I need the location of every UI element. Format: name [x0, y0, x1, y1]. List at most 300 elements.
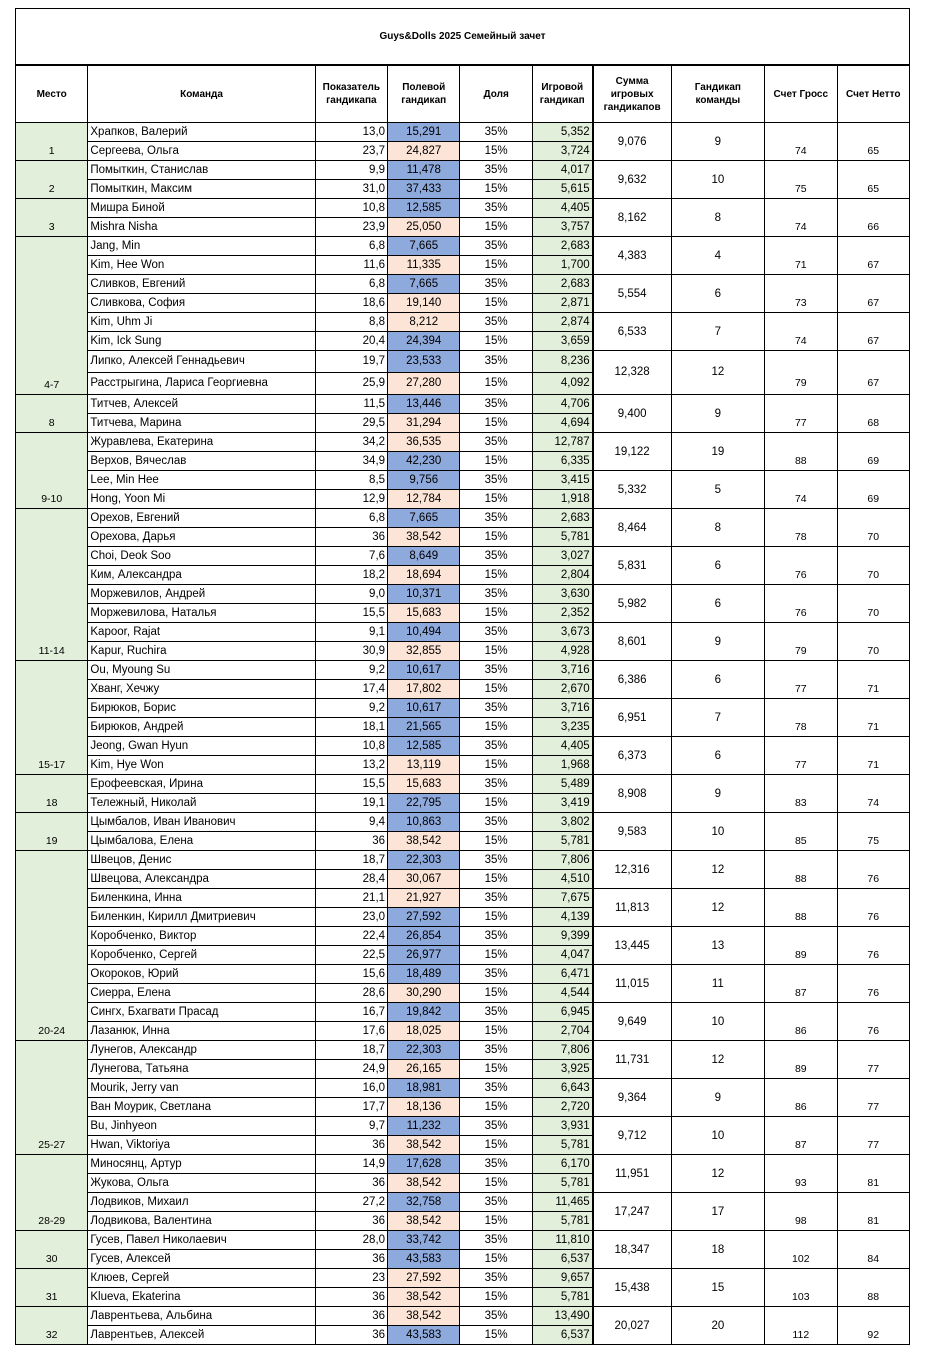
team-handicap: 11: [671, 965, 765, 1003]
field-handicap: 10,863: [388, 813, 460, 832]
playing-handicap: 7,806: [532, 1041, 592, 1060]
place-cell: 8: [16, 395, 88, 433]
team-handicap: 10: [671, 1117, 765, 1155]
net-score: 71: [837, 737, 910, 775]
share-percent: 15%: [460, 1022, 532, 1041]
field-handicap: 17,802: [388, 680, 460, 699]
playing-handicap: 12,787: [532, 433, 592, 452]
share-percent: 35%: [460, 1117, 532, 1136]
playing-handicap: 4,694: [532, 414, 592, 433]
playing-handicap: 2,683: [532, 237, 592, 256]
playing-handicap: 2,670: [532, 680, 592, 699]
share-percent: 35%: [460, 395, 532, 414]
share-percent: 15%: [460, 1136, 532, 1155]
team-handicap: 6: [671, 275, 765, 313]
player-name: Коробченко, Виктор: [88, 927, 315, 946]
handicap-index: 30,9: [315, 642, 387, 661]
handicap-index: 36: [315, 1250, 387, 1269]
playing-handicap: 2,804: [532, 566, 592, 585]
player-name: Сливков, Евгений: [88, 275, 315, 294]
sum-playing-handicaps: 11,951: [593, 1155, 671, 1193]
sum-playing-handicaps: 8,464: [593, 509, 671, 547]
handicap-index: 8,5: [315, 471, 387, 490]
share-percent: 15%: [460, 332, 532, 351]
field-handicap: 7,665: [388, 509, 460, 528]
sum-playing-handicaps: 9,632: [593, 161, 671, 199]
share-percent: 35%: [460, 547, 532, 566]
handicap-index: 23,0: [315, 908, 387, 927]
playing-handicap: 4,047: [532, 946, 592, 965]
field-handicap: 15,683: [388, 604, 460, 623]
share-percent: 35%: [460, 1269, 532, 1288]
handicap-index: 18,7: [315, 1041, 387, 1060]
gross-score: 74: [765, 199, 837, 237]
gross-score: 79: [765, 623, 837, 661]
table-row: [16, 927, 910, 946]
player-name: Kapoor, Rajat: [88, 623, 315, 642]
header-share: Доля: [460, 66, 532, 123]
share-percent: 15%: [460, 984, 532, 1003]
field-handicap: 12,784: [388, 490, 460, 509]
share-percent: 15%: [460, 180, 532, 199]
player-name: Hwan, Viktoriya: [88, 1136, 315, 1155]
header-net-score: Счет Нетто: [837, 66, 910, 123]
share-percent: 35%: [460, 737, 532, 756]
field-handicap: 38,542: [388, 1212, 460, 1231]
handicap-index: 23: [315, 1269, 387, 1288]
table-row: [16, 123, 910, 142]
handicap-index: 36: [315, 1136, 387, 1155]
playing-handicap: 3,757: [532, 218, 592, 237]
table-row: [16, 1307, 910, 1326]
player-name: Kim, Ick Sung: [88, 332, 315, 351]
table-row: [16, 813, 910, 832]
handicap-index: 24,9: [315, 1060, 387, 1079]
share-percent: 35%: [460, 433, 532, 452]
handicap-index: 23,9: [315, 218, 387, 237]
net-score: 77: [837, 1117, 910, 1155]
place-cell: 9-10: [16, 433, 88, 509]
field-handicap: 10,371: [388, 585, 460, 604]
field-handicap: 10,494: [388, 623, 460, 642]
share-percent: 35%: [460, 1193, 532, 1212]
sum-playing-handicaps: 17,247: [593, 1193, 671, 1231]
playing-handicap: 4,510: [532, 870, 592, 889]
playing-handicap: 2,352: [532, 604, 592, 623]
field-handicap: 37,433: [388, 180, 460, 199]
handicap-index: 36: [315, 1307, 387, 1326]
field-handicap: 26,977: [388, 946, 460, 965]
handicap-index: 27,2: [315, 1193, 387, 1212]
table-row: [16, 471, 910, 490]
field-handicap: 23,533: [388, 351, 460, 373]
playing-handicap: 3,235: [532, 718, 592, 737]
field-handicap: 15,683: [388, 775, 460, 794]
gross-score: 76: [765, 547, 837, 585]
net-score: 67: [837, 237, 910, 275]
table-row: [16, 775, 910, 794]
table-row: [16, 1117, 910, 1136]
gross-score: 98: [765, 1193, 837, 1231]
playing-handicap: 5,781: [532, 1212, 592, 1231]
player-name: Лодвикова, Валентина: [88, 1212, 315, 1231]
share-percent: 35%: [460, 1155, 532, 1174]
sum-playing-handicaps: 12,328: [593, 351, 671, 395]
handicap-index: 29,5: [315, 414, 387, 433]
team-handicap: 12: [671, 1155, 765, 1193]
net-score: 74: [837, 775, 910, 813]
field-handicap: 12,585: [388, 199, 460, 218]
gross-score: 112: [765, 1307, 837, 1345]
handicap-index: 17,6: [315, 1022, 387, 1041]
gross-score: 78: [765, 509, 837, 547]
team-handicap: 12: [671, 851, 765, 889]
playing-handicap: 6,643: [532, 1079, 592, 1098]
net-score: 88: [837, 1269, 910, 1307]
share-percent: 35%: [460, 851, 532, 870]
player-name: Жукова, Ольга: [88, 1174, 315, 1193]
handicap-index: 28,6: [315, 984, 387, 1003]
team-handicap: 9: [671, 1079, 765, 1117]
player-name: Kapur, Ruchira: [88, 642, 315, 661]
player-name: Сиерра, Елена: [88, 984, 315, 1003]
handicap-index: 13,0: [315, 123, 387, 142]
share-percent: 15%: [460, 1326, 532, 1345]
player-name: Mishra Nisha: [88, 218, 315, 237]
header-handicap-index: Показатель гандикапа: [315, 66, 387, 123]
player-name: Сливкова, София: [88, 294, 315, 313]
playing-handicap: 9,657: [532, 1269, 592, 1288]
player-name: Лунегова, Татьяна: [88, 1060, 315, 1079]
playing-handicap: 2,874: [532, 313, 592, 332]
field-handicap: 42,230: [388, 452, 460, 471]
share-percent: 15%: [460, 718, 532, 737]
handicap-index: 8,8: [315, 313, 387, 332]
playing-handicap: 3,673: [532, 623, 592, 642]
field-handicap: 27,592: [388, 908, 460, 927]
share-percent: 35%: [460, 161, 532, 180]
handicap-index: 34,9: [315, 452, 387, 471]
field-handicap: 7,665: [388, 275, 460, 294]
gross-score: 77: [765, 661, 837, 699]
team-handicap: 12: [671, 889, 765, 927]
table-row: [16, 199, 910, 218]
player-name: Klueva, Ekaterina: [88, 1288, 315, 1307]
share-percent: 15%: [460, 680, 532, 699]
playing-handicap: 1,700: [532, 256, 592, 275]
playing-handicap: 4,405: [532, 737, 592, 756]
net-score: 77: [837, 1079, 910, 1117]
player-name: Орехова, Дарья: [88, 528, 315, 547]
handicap-index: 18,7: [315, 851, 387, 870]
sum-playing-handicaps: 4,383: [593, 237, 671, 275]
team-handicap: 7: [671, 313, 765, 351]
handicap-index: 20,4: [315, 332, 387, 351]
player-name: Клюев, Сергей: [88, 1269, 315, 1288]
sum-playing-handicaps: 11,731: [593, 1041, 671, 1079]
gross-score: 88: [765, 851, 837, 889]
table-row: [16, 1041, 910, 1060]
handicap-index: 19,7: [315, 351, 387, 373]
player-name: Лунегов, Александр: [88, 1041, 315, 1060]
place-cell: 30: [16, 1231, 88, 1269]
player-name: Биленкин, Кирилл Дмитриевич: [88, 908, 315, 927]
field-handicap: 22,795: [388, 794, 460, 813]
handicap-index: 31,0: [315, 180, 387, 199]
team-handicap: 9: [671, 123, 765, 161]
team-handicap: 8: [671, 509, 765, 547]
share-percent: 15%: [460, 142, 532, 161]
field-handicap: 26,854: [388, 927, 460, 946]
playing-handicap: 3,716: [532, 661, 592, 680]
field-handicap: 38,542: [388, 1174, 460, 1193]
field-handicap: 11,232: [388, 1117, 460, 1136]
handicap-index: 36: [315, 528, 387, 547]
team-handicap: 6: [671, 737, 765, 775]
playing-handicap: 5,352: [532, 123, 592, 142]
team-handicap: 12: [671, 1041, 765, 1079]
share-percent: 15%: [460, 832, 532, 851]
playing-handicap: 6,537: [532, 1250, 592, 1269]
playing-handicap: 2,871: [532, 294, 592, 313]
handicap-index: 34,2: [315, 433, 387, 452]
gross-score: 77: [765, 737, 837, 775]
handicap-index: 23,7: [315, 142, 387, 161]
sum-playing-handicaps: 6,373: [593, 737, 671, 775]
player-name: Моржевилов, Андрей: [88, 585, 315, 604]
share-percent: 35%: [460, 965, 532, 984]
team-handicap: 10: [671, 161, 765, 199]
field-handicap: 25,050: [388, 218, 460, 237]
playing-handicap: 5,781: [532, 832, 592, 851]
share-percent: 15%: [460, 414, 532, 433]
field-handicap: 8,649: [388, 547, 460, 566]
playing-handicap: 7,806: [532, 851, 592, 870]
share-percent: 15%: [460, 908, 532, 927]
field-handicap: 8,212: [388, 313, 460, 332]
player-name: Храпков, Валерий: [88, 123, 315, 142]
handicap-index: 25,9: [315, 373, 387, 395]
team-handicap: 9: [671, 395, 765, 433]
playing-handicap: 5,781: [532, 528, 592, 547]
player-name: Титчева, Марина: [88, 414, 315, 433]
gross-score: 77: [765, 395, 837, 433]
place-cell: 11-14: [16, 509, 88, 661]
table-row: [16, 237, 910, 256]
player-name: Орехов, Евгений: [88, 509, 315, 528]
sum-playing-handicaps: 9,649: [593, 1003, 671, 1041]
handicap-index: 10,8: [315, 199, 387, 218]
share-percent: 35%: [460, 775, 532, 794]
share-percent: 35%: [460, 237, 532, 256]
handicap-index: 6,8: [315, 509, 387, 528]
header-place: Место: [16, 66, 88, 123]
share-percent: 35%: [460, 471, 532, 490]
field-handicap: 15,291: [388, 123, 460, 142]
table-row: [16, 509, 910, 528]
player-name: Мишра Биной: [88, 199, 315, 218]
net-score: 84: [837, 1231, 910, 1269]
header-field-handicap: Полевой гандикап: [388, 66, 460, 123]
share-percent: 35%: [460, 1003, 532, 1022]
player-name: Миносянц, Артур: [88, 1155, 315, 1174]
player-name: Сингх, Бхагвати Прасад: [88, 1003, 315, 1022]
sum-playing-handicaps: 9,076: [593, 123, 671, 161]
field-handicap: 11,478: [388, 161, 460, 180]
net-score: 92: [837, 1307, 910, 1345]
playing-handicap: 4,544: [532, 984, 592, 1003]
field-handicap: 43,583: [388, 1250, 460, 1269]
field-handicap: 12,585: [388, 737, 460, 756]
sum-playing-handicaps: 6,533: [593, 313, 671, 351]
share-percent: 15%: [460, 756, 532, 775]
table-row: [16, 737, 910, 756]
table-row: [16, 1269, 910, 1288]
table-row: [16, 889, 910, 908]
share-percent: 35%: [460, 699, 532, 718]
share-percent: 15%: [460, 490, 532, 509]
gross-score: 78: [765, 699, 837, 737]
net-score: 67: [837, 313, 910, 351]
player-name: Choi, Deok Soo: [88, 547, 315, 566]
net-score: 70: [837, 547, 910, 585]
share-percent: 15%: [460, 566, 532, 585]
playing-handicap: 9,399: [532, 927, 592, 946]
player-name: Моржевилова, Наталья: [88, 604, 315, 623]
share-percent: 35%: [460, 623, 532, 642]
field-handicap: 11,335: [388, 256, 460, 275]
playing-handicap: 3,724: [532, 142, 592, 161]
player-name: Коробченко, Сергей: [88, 946, 315, 965]
field-handicap: 26,165: [388, 1060, 460, 1079]
handicap-index: 18,1: [315, 718, 387, 737]
handicap-index: 28,4: [315, 870, 387, 889]
table-row: [16, 1079, 910, 1098]
player-name: Ерофеевская, Ирина: [88, 775, 315, 794]
field-handicap: 30,067: [388, 870, 460, 889]
playing-handicap: 3,925: [532, 1060, 592, 1079]
player-name: Швецова, Александра: [88, 870, 315, 889]
share-percent: 15%: [460, 946, 532, 965]
player-name: Сергеева, Ольга: [88, 142, 315, 161]
field-handicap: 27,592: [388, 1269, 460, 1288]
playing-handicap: 2,683: [532, 509, 592, 528]
field-handicap: 32,758: [388, 1193, 460, 1212]
playing-handicap: 1,918: [532, 490, 592, 509]
net-score: 65: [837, 161, 910, 199]
share-percent: 35%: [460, 889, 532, 908]
player-name: Окороков, Юрий: [88, 965, 315, 984]
handicap-index: 18,6: [315, 294, 387, 313]
header-playing-handicap: Игровой гандикап: [532, 66, 592, 123]
gross-score: 74: [765, 313, 837, 351]
table-row: [16, 851, 910, 870]
playing-handicap: 11,810: [532, 1231, 592, 1250]
handicap-index: 9,7: [315, 1117, 387, 1136]
sum-playing-handicaps: 9,400: [593, 395, 671, 433]
field-handicap: 27,280: [388, 373, 460, 395]
net-score: 71: [837, 699, 910, 737]
handicap-index: 22,5: [315, 946, 387, 965]
share-percent: 15%: [460, 452, 532, 471]
net-score: 81: [837, 1155, 910, 1193]
gross-score: 93: [765, 1155, 837, 1193]
handicap-index: 17,4: [315, 680, 387, 699]
net-score: 76: [837, 889, 910, 927]
playing-handicap: 3,630: [532, 585, 592, 604]
share-percent: 35%: [460, 927, 532, 946]
player-name: Бирюков, Борис: [88, 699, 315, 718]
sum-playing-handicaps: 13,445: [593, 927, 671, 965]
results-body: [16, 123, 910, 1345]
net-score: 69: [837, 471, 910, 509]
field-handicap: 30,290: [388, 984, 460, 1003]
share-percent: 35%: [460, 199, 532, 218]
share-percent: 15%: [460, 1288, 532, 1307]
net-score: 69: [837, 433, 910, 471]
handicap-index: 9,9: [315, 161, 387, 180]
gross-score: 74: [765, 123, 837, 161]
field-handicap: 22,303: [388, 1041, 460, 1060]
field-handicap: 9,756: [388, 471, 460, 490]
gross-score: 74: [765, 471, 837, 509]
place-cell: 1: [16, 123, 88, 161]
net-score: 76: [837, 965, 910, 1003]
handicap-index: 36: [315, 1326, 387, 1345]
net-score: 77: [837, 1041, 910, 1079]
header-gross-score: Счет Гросс: [765, 66, 837, 123]
place-cell: 31: [16, 1269, 88, 1307]
table-row: [16, 433, 910, 452]
playing-handicap: 7,675: [532, 889, 592, 908]
team-handicap: 19: [671, 433, 765, 471]
player-name: Швецов, Денис: [88, 851, 315, 870]
sum-playing-handicaps: 11,015: [593, 965, 671, 1003]
team-handicap: 12: [671, 351, 765, 395]
player-name: Помыткин, Максим: [88, 180, 315, 199]
playing-handicap: 6,945: [532, 1003, 592, 1022]
sum-playing-handicaps: 18,347: [593, 1231, 671, 1269]
share-percent: 35%: [460, 275, 532, 294]
player-name: Kim, Uhm Ji: [88, 313, 315, 332]
place-cell: 2: [16, 161, 88, 199]
share-percent: 35%: [460, 1231, 532, 1250]
player-name: Цымбалов, Иван Иванович: [88, 813, 315, 832]
net-score: 67: [837, 351, 910, 395]
table-row: [16, 965, 910, 984]
field-handicap: 31,294: [388, 414, 460, 433]
gross-score: 73: [765, 275, 837, 313]
table-row: [16, 1155, 910, 1174]
sum-playing-handicaps: 8,908: [593, 775, 671, 813]
player-name: Лаврентьева, Альбина: [88, 1307, 315, 1326]
player-name: Цымбалова, Елена: [88, 832, 315, 851]
results-sheet: [15, 8, 910, 1345]
net-score: 75: [837, 813, 910, 851]
share-percent: 35%: [460, 1041, 532, 1060]
player-name: Биленкина, Инна: [88, 889, 315, 908]
gross-score: 102: [765, 1231, 837, 1269]
field-handicap: 10,617: [388, 699, 460, 718]
handicap-index: 15,5: [315, 604, 387, 623]
table-row: [16, 395, 910, 414]
playing-handicap: 3,027: [532, 547, 592, 566]
gross-score: 88: [765, 433, 837, 471]
table-row: [16, 699, 910, 718]
share-percent: 15%: [460, 1174, 532, 1193]
player-name: Расстрыгина, Лариса Георгиевна: [88, 373, 315, 395]
player-name: Хванг, Хечжу: [88, 680, 315, 699]
